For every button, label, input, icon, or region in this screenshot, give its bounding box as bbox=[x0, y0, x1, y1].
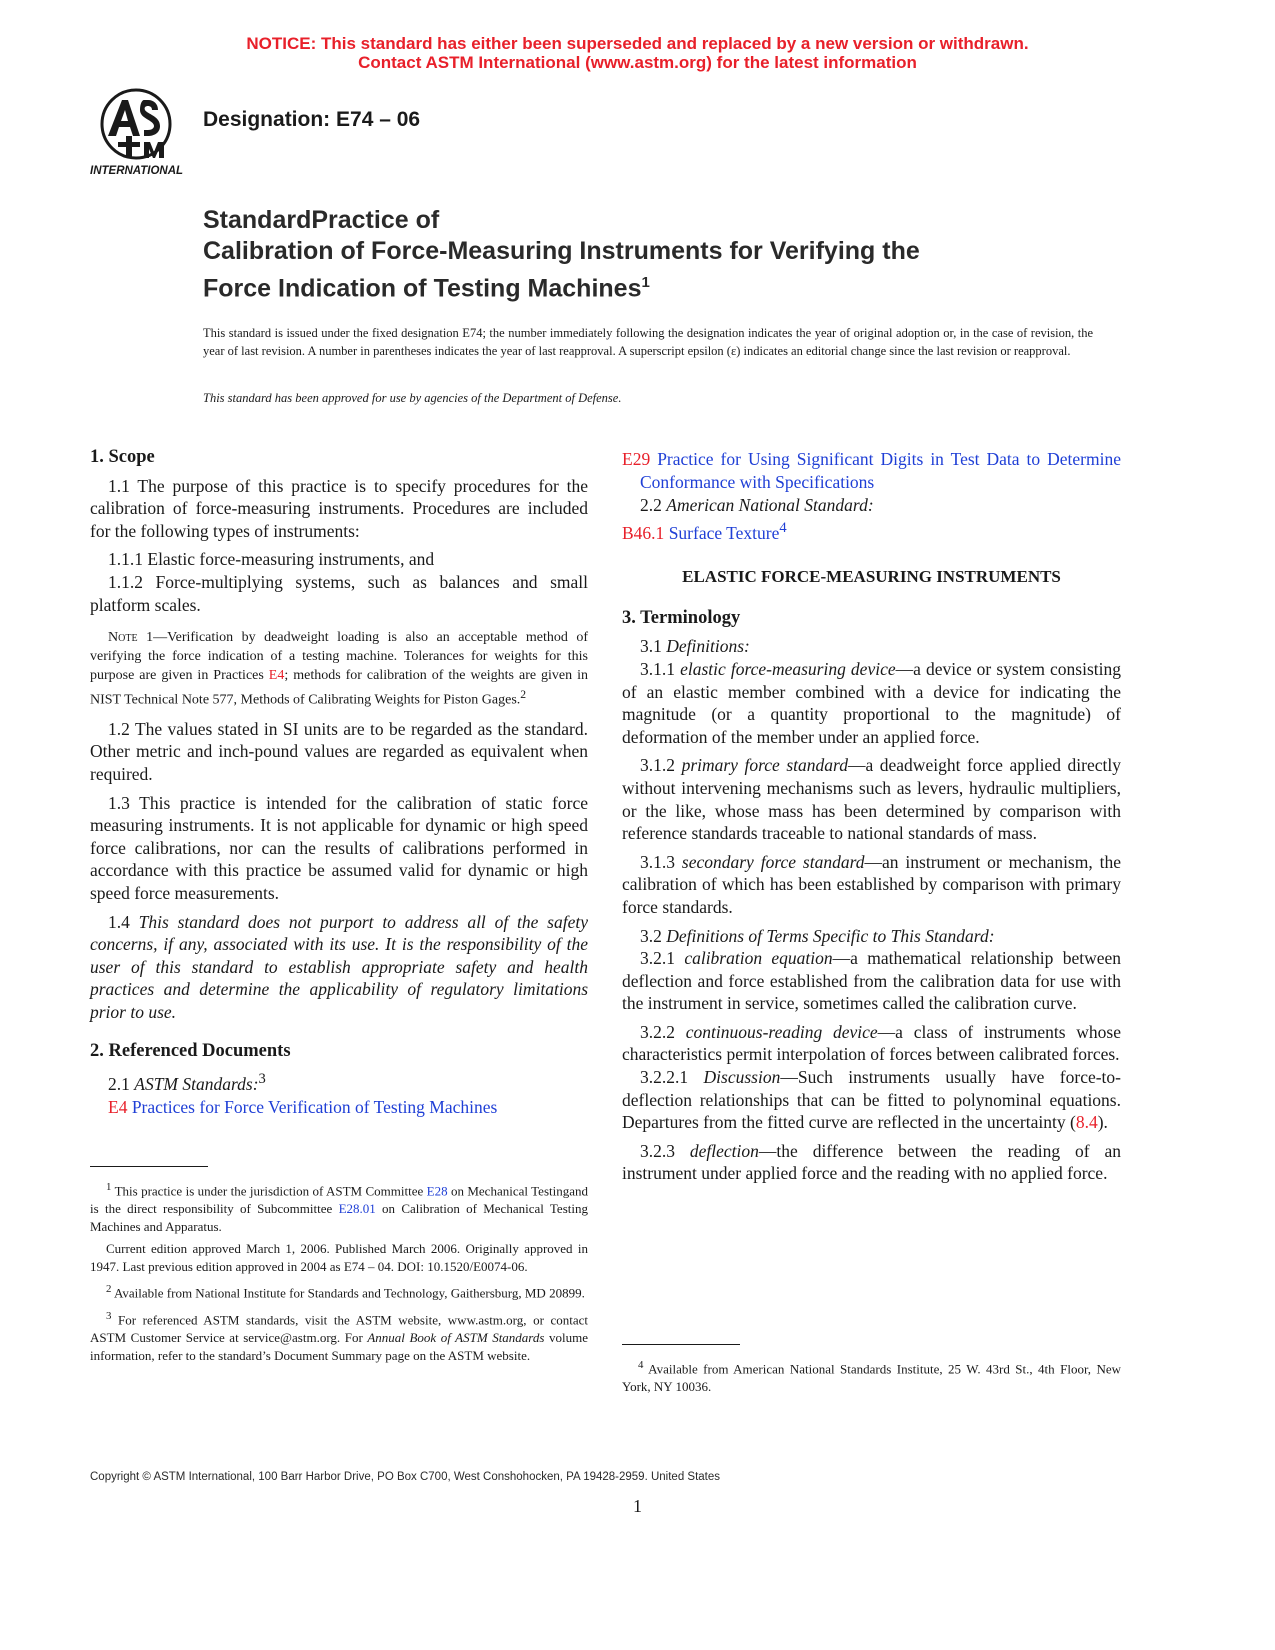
reference-e4-code[interactable]: E4 bbox=[108, 1096, 128, 1117]
footnote-3: $^3$ For referenced ASTM standards, visit the ASTM website, www.astm.org, or contact ASTM Customer Service at service@astm.org. For Annual Book of ASTM Standards volume information, refer to the standard’s Document Summary page on the ASTM website. bbox=[90, 1309, 589, 1363]
footnotes-right bbox=[622, 1356, 1121, 1400]
paragraph-1-1: 1.1 The purpose of this practice is to specify procedures for the calibration of force-measuring instruments. Procedures are included for the following types of instruments: bbox=[90, 475, 588, 541]
part-heading-elastic: ELASTIC FORCE-MEASURING INSTRUMENTS bbox=[682, 567, 1061, 587]
issuance-statement: This standard is issued under the fixed designation E74; the number immediately following the designation indicates the year of original adoption or, in the case of revision, the year of last revision. A number in parentheses indicates the year of last reapproval. A superscript epsilon (ε) indicates an editorial change since the last revision or reapproval. bbox=[203, 326, 1093, 358]
notice-line-1: NOTICE: This standard has either been superseded and replaced by a new version or withdrawn. bbox=[246, 34, 1029, 53]
reference-e4-title[interactable]: Practices for Force Verification of Testing Machines bbox=[131, 1096, 498, 1117]
notice-line-2: Contact ASTM International (www.astm.org) for the latest information bbox=[358, 53, 917, 72]
reference-b46-title[interactable]: Surface Texture bbox=[668, 522, 780, 543]
left-column bbox=[90, 446, 588, 1124]
right-column bbox=[622, 446, 1121, 1191]
title-line-1: StandardPractice of bbox=[203, 206, 440, 234]
paragraph-3-1-2: 3.1.2 primary force standard—a deadweight force applied directly without intervening mechanisms such as levers, hydraulic multipliers, or the like, whose mass has been determined by comparison with reference standards traceable to national standards of mass. bbox=[622, 755, 1121, 844]
paragraph-2-2: 2.2 American National Standard: bbox=[640, 495, 874, 516]
paragraph-3-1: 3.1 Definitions: bbox=[640, 636, 750, 657]
footnote-divider-right bbox=[622, 1344, 740, 1345]
reference-e4[interactable] bbox=[90, 1096, 588, 1119]
paragraph-1-1-2: 1.1.2 Force-multiplying systems, such as balances and small platform scales. bbox=[90, 571, 588, 615]
paragraph-1-3: 1.3 This practice is intended for the calibration of static force measuring instruments. It is not applicable for dynamic or high speed force calibrations, nor can the results of calibrations performed in accordance with this practice be assumed valid for dynamic or high speed force measurements. bbox=[90, 792, 588, 903]
paragraph-3-2-3: 3.2.3 deflection—the difference between the reading of an instrument under applied force and the reading with no applied force. bbox=[622, 1140, 1122, 1184]
footnotes-left bbox=[90, 1178, 588, 1369]
paragraph-1-1-1: 1.1.1 Elastic force-measuring instruments, and bbox=[108, 549, 435, 570]
page-number: 1 bbox=[633, 1496, 642, 1516]
note-label: Note bbox=[108, 630, 138, 646]
paragraph-3-2: 3.2 Definitions of Terms Specific to This Standard: bbox=[640, 925, 995, 946]
title-line-3: Force Indication of Testing Machines$^1$ bbox=[203, 274, 650, 303]
title-footnote-mark: 1 bbox=[641, 274, 650, 291]
paragraph-3-2-1: 3.2.1 calibration equation—a mathematical relationship between deflection and force established from the calibration data for use with the instrument in service, sometimes called the calibration curve. bbox=[622, 948, 1121, 1014]
withdrawn-notice bbox=[0, 34, 1275, 72]
paragraph-2-1: 2.1 ASTM Standards:$^3$ bbox=[108, 1071, 266, 1094]
paragraph-1-4: 1.4 This standard does not purport to address all of the safety concerns, if any, associated with its use. It is the responsibility of the user of this standard to establish appropriate safety and health practices and determine the applicability of regulatory limitations prior to use. bbox=[90, 911, 588, 1022]
footnote-divider-left bbox=[90, 1166, 208, 1167]
link-e28[interactable]: E28 bbox=[426, 1183, 448, 1199]
note-footnote-mark: 2 bbox=[520, 688, 527, 702]
footnote-4: $^4$ Available from American National Standards Institute, 25 W. 43rd St., 4th Floor, New York, NY 10036. bbox=[622, 1359, 1121, 1395]
section-heading-scope: 1. Scope bbox=[90, 447, 155, 467]
note-1: Note 1—Verification by deadweight loading is also an acceptable method of verifying the force indication of a testing machine. Tolerances for weights for this purpose are given in Practices E4; methods for calibration of the weights are given in NIST Technical Note 577, Methods of Calibrating Weights for Piston Gages.$^2$ bbox=[90, 630, 588, 708]
paragraph-1-2: 1.2 The values stated in SI units are to be regarded as the standard. Other metric and inch-pound values are regarded as equivalent when required. bbox=[90, 718, 588, 784]
note-number: 1 bbox=[146, 630, 154, 646]
document-title bbox=[203, 205, 1183, 304]
link-e4-note[interactable]: E4 bbox=[268, 668, 285, 684]
title-line-2: Calibration of Force-Measuring Instruments for Verifying the bbox=[203, 237, 920, 265]
link-section-8-4[interactable]: 8.4 bbox=[1075, 1112, 1098, 1133]
reference-e29[interactable] bbox=[622, 448, 1121, 493]
link-e28-01[interactable]: E28.01 bbox=[338, 1201, 376, 1217]
reference-e29-title[interactable]: Practice for Using Significant Digits in Test Data to Determine Conformance with Specifications bbox=[640, 449, 1121, 492]
footnote-1: $^1$ This practice is under the jurisdiction of ASTM Committee E28 on Mechanical Testingand is the direct responsibility of Subcommittee E28.01 on Calibration of Mechanical Testing Machines and Apparatus. bbox=[90, 1181, 588, 1235]
copyright-line: Copyright © ASTM International, 100 Barr Harbor Drive, PO Box C700, West Conshohocken, PA 19428-2959. United States bbox=[90, 1471, 721, 1483]
paragraph-3-1-3: 3.1.3 secondary force standard—an instrument or mechanism, the calibration of which has been established by comparison with primary force standards. bbox=[622, 851, 1121, 917]
astm-logo bbox=[88, 86, 192, 178]
reference-b46[interactable]: B46.1 Surface Texture$^4$ bbox=[622, 519, 787, 543]
designation: Designation: E74 – 06 bbox=[203, 108, 421, 131]
dod-approval-statement: This standard has been approved for use by agencies of the Department of Defense. bbox=[203, 391, 622, 405]
reference-e29-code[interactable]: E29 bbox=[622, 449, 651, 469]
astm-logo-mark bbox=[88, 86, 192, 178]
footnote-1-edition: Current edition approved March 1, 2006. Published March 2006. Originally approved in 1947. Last previous edition approved in 2004 as E74 – 04. DOI: 10.1520/E0074-06. bbox=[90, 1241, 588, 1275]
section-heading-terminology: 3. Terminology bbox=[622, 607, 741, 628]
footnote-2: $^2$ Available from National Institute for Standards and Technology, Gaithersburg, MD 20899. bbox=[106, 1283, 585, 1301]
logo-wordmark: INTERNATIONAL bbox=[90, 165, 184, 177]
reference-b46-code[interactable]: B46.1 bbox=[622, 522, 665, 543]
paragraph-3-2-2: 3.2.2 continuous-reading device—a class of instruments whose characteristics permit interpolation of forces between calibrated forces. bbox=[622, 1021, 1121, 1065]
paragraph-3-2-2-1: 3.2.2.1 Discussion—Such instruments usually have force-to-deflection relationships that can be fitted to polynominal equations. Departures from the fitted curve are reflected in the uncertainty (8.4). bbox=[622, 1067, 1121, 1133]
section-heading-referenced-documents: 2. Referenced Documents bbox=[90, 1040, 291, 1061]
paragraph-3-1-1: 3.1.1 elastic force-measuring device—a device or system consisting of an elastic member combined with a device for indicating the magnitude (or a quantity proportional to the magnitude) of deformation of the member under an applied force. bbox=[622, 658, 1121, 747]
